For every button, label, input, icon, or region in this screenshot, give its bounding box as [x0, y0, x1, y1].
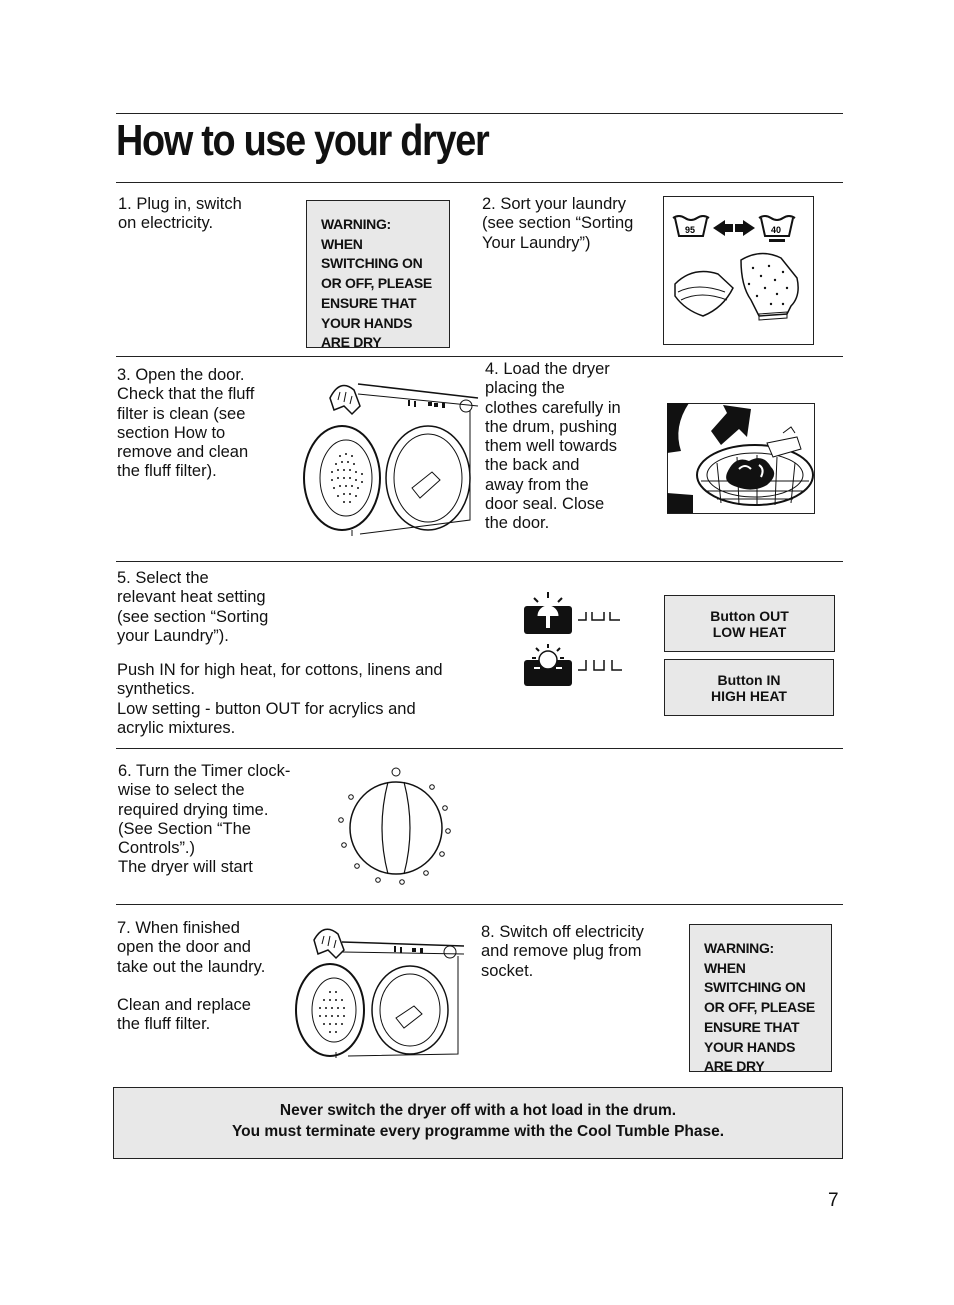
divider-2	[116, 561, 843, 562]
safety-notice	[113, 1087, 843, 1159]
door-open-icon-2	[294, 922, 470, 1060]
step-8-text: 8. Switch off electricity and remove plug from socket.	[481, 923, 644, 980]
step-5-text-b: Push IN for high heat, for cottons, linens and synthetics. Low setting - button OUT for acrylics and acrylic mixtures.	[117, 661, 443, 737]
warning-box-top: WARNING: WHEN SWITCHING ON OR OFF, PLEASE ENSURE THAT YOUR HANDS ARE DRY	[306, 200, 450, 348]
care-label-left: 95	[685, 225, 696, 235]
warning-box-bottom: WARNING: WHEN SWITCHING ON OR OFF, PLEASE ENSURE THAT YOUR HANDS ARE DRY	[689, 924, 832, 1072]
timer-dial-icon	[336, 764, 456, 888]
step-4-text: 4. Load the dryer placing the clothes carefully in the drum, pushing them well towards the back and away from the door seal. Close the door.	[485, 360, 621, 533]
divider-1	[116, 356, 843, 357]
notice-line-2: You must terminate every programme with the Cool Tumble Phase.	[231, 1123, 725, 1140]
high-heat-button-label: Button IN HIGH HEAT	[664, 659, 834, 716]
low-heat-icon	[522, 592, 626, 636]
low-heat-button-label: Button OUT LOW HEAT	[664, 595, 835, 652]
page-title: How to use your dryer	[116, 116, 489, 165]
step-1-text: 1. Plug in, switch on electricity.	[118, 195, 242, 233]
divider-4	[116, 904, 843, 905]
divider-3	[116, 748, 843, 749]
load-drum-icon	[667, 403, 815, 514]
top-rule	[116, 113, 843, 114]
step-2-text: 2. Sort your laundry (see section “Sorting Your Laundry”)	[482, 195, 634, 252]
care-label-right: 40	[771, 225, 782, 235]
page-number: 7	[828, 1190, 839, 1211]
step-7-text-a: 7. When finished open the door and take out the laundry.	[117, 919, 266, 976]
step-5-text-a: 5. Select the relevant heat setting (see section “Sorting your Laundry”).	[117, 569, 269, 645]
title-rule	[116, 182, 843, 183]
door-open-icon	[300, 370, 480, 536]
step-3-text: 3. Open the door. Check that the fluff filter is clean (see section How to remove and clean the fluff filter).	[117, 366, 255, 481]
notice-line-1: Never switch the dryer off with a hot load in the drum.	[279, 1102, 677, 1119]
step-6-text: 6. Turn the Timer clock- wise to select the required drying time. (See Section “The Controls”.) The dryer will start	[118, 762, 291, 877]
high-heat-icon	[522, 642, 626, 688]
step-7-text-b: Clean and replace the fluff filter.	[117, 996, 251, 1034]
laundry-sort-icon	[663, 196, 814, 345]
